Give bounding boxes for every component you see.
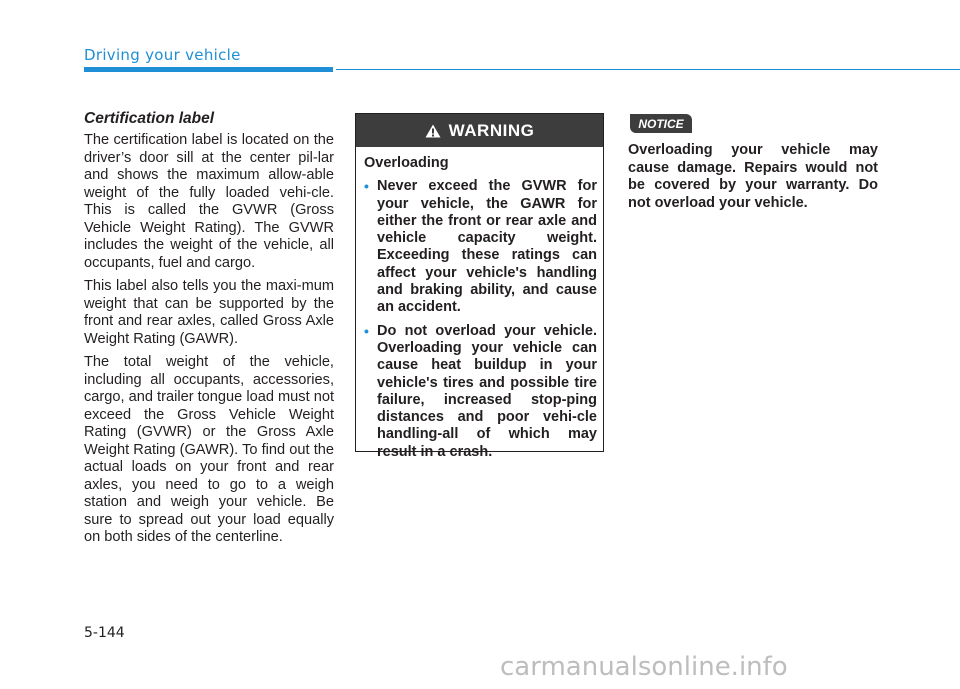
watermark[interactable]: carmanualsonline.info bbox=[500, 652, 788, 682]
warning-label: WARNING bbox=[448, 120, 535, 140]
list-item bbox=[364, 323, 597, 461]
header-rule-thin bbox=[336, 69, 960, 70]
bullet-icon: • bbox=[364, 322, 369, 339]
warning-header bbox=[356, 114, 603, 147]
paragraph: This label also tells you the maxi-mum weight that can be supported by the front and rear axles, called Gross Axle Weight Rating (GAWR). bbox=[84, 278, 334, 347]
list-item-text: Do not overload your vehicle. Overloading your vehicle can cause heat buildup in your vehicle's tires and possible tire failure, increased stop-ping distances and poor vehi-cle handling-all of which may result in a crash. bbox=[377, 322, 597, 460]
list-item bbox=[364, 178, 597, 316]
warning-body bbox=[356, 147, 603, 461]
header-rule-thick bbox=[84, 67, 333, 72]
warning-list bbox=[364, 178, 597, 461]
paragraph: The total weight of the vehicle, including all occupants, accessories, cargo, and trailer tongue load must not exceed the Gross Vehicle Weight Rating (GVWR) or the Gross Axle Weight Rating (GAWR). To find out the actual loads on your front and rear axles, you need to go to a weigh station and weigh your vehicle. Be sure to spread out your load equally on both sides of the centerline. bbox=[84, 354, 334, 545]
warning-title: Overloading bbox=[364, 155, 449, 171]
list-item-text: Never exceed the GVWR for your vehicle, the GAWR for either the front or rear axle and vehicle capacity weight. Exceeding these ratings can affect your vehicle's handling and braking ability, and cause an accident. bbox=[377, 178, 597, 316]
warning-box bbox=[355, 113, 604, 460]
section-title: Driving your vehicle bbox=[84, 46, 241, 64]
section-heading: Certification label bbox=[84, 110, 215, 127]
bullet-icon: • bbox=[364, 178, 369, 195]
page-number: 5-144 bbox=[84, 625, 125, 641]
notice-badge: NOTICE bbox=[630, 114, 692, 133]
certification-section bbox=[84, 109, 334, 553]
notice-text: Overloading your vehicle may cause damage. Repairs would not be covered by your warranty. Do not overload your vehicle. bbox=[628, 142, 878, 211]
paragraph: The certification label is located on the driver’s door sill at the center pil-lar and shows the maximum allow-able weight of the fully loaded vehi-cle. This is called the GVWR (Gross Vehicle Weight Rating). The GVWR includes the weight of the vehicle, all occupants, fuel and cargo. bbox=[84, 132, 334, 271]
warning-triangle-icon bbox=[425, 124, 441, 138]
